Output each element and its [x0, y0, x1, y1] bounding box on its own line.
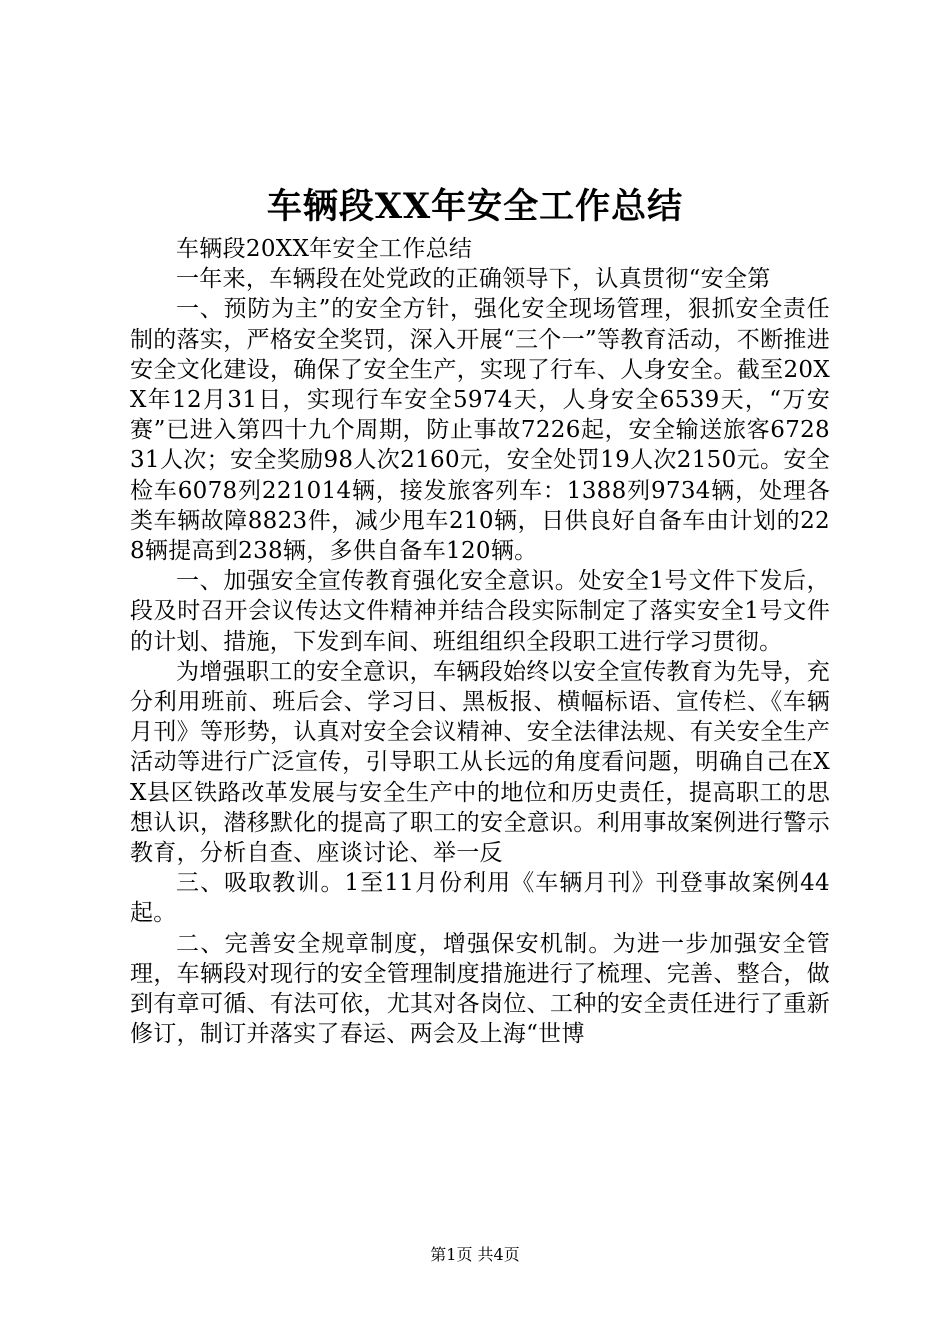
paragraph: 一、加强安全宣传教育强化安全意识。处安全1号文件下发后，段及时召开会议传达文件精神并结合段实际制定了落实安全1号文件的计划、措施，下发到车间、班组组织全段职工进行学习贯彻。 — [130, 568, 830, 655]
paragraph: 车辆段20XX年安全工作总结 — [176, 236, 473, 262]
document-body — [130, 234, 830, 1049]
page-number-footer: 第1页 共4页 — [430, 1245, 520, 1264]
paragraph: 为增强职工的安全意识，车辆段始终以安全宣传教育为先导，充分利用班前、班后会、学习日、黑板报、横幅标语、宣传栏、《车辆月刊》等形势，认真对安全会议精神、安全法律法规、有关安全生产活动等进行广泛宣传，引导职工从长远的角度看问题，明确自己在XX县区铁路改革发展与安全生产中的地位和历史责任，提高职工的思想认识，潜移默化的提高了职工的安全意识。利用事故案例进行警示教育，分析自查、座谈讨论、举一反 — [130, 658, 830, 867]
paragraph: 三、吸取教训。1至11月份利用《车辆月刊》刊登事故案例44起。 — [130, 870, 830, 927]
paragraph: 二、完善安全规章制度，增强保安机制。为进一步加强安全管理，车辆段对现行的安全管理制度措施进行了梳理、完善、整合，做到有章可循、有法可依，尤其对各岗位、工种的安全责任进行了重新修订，制订并落实了春运、两会及上海“世博 — [130, 930, 830, 1048]
document-title: 车辆段XX年安全工作总结 — [266, 186, 684, 227]
paragraph: 一年来，车辆段在处党政的正确领导下，认真贯彻“安全第 — [176, 266, 771, 293]
paragraph: 一、预防为主”的安全方针，强化安全现场管理，狠抓安全责任制的落实，严格安全奖罚，深入开展“三个一”等教育活动，不断推进安全文化建设，确保了安全生产，实现了行车、人身安全。截至20XX年12月31日，实现行车安全5974天，人身安全6539天，“万安赛”已进入第四十九个周期，防止事故7226起，安全输送旅客672831人次；安全奖励98人次2160元，安全处罚19人次2150元。安全检车6078列221014辆，接发旅客列车：1388列9734辆，处理各类车辆故障8823件，减少甩车210辆，日供良好自备车由计划的228辆提高到238辆，多供自备车120辆。 — [130, 296, 830, 565]
